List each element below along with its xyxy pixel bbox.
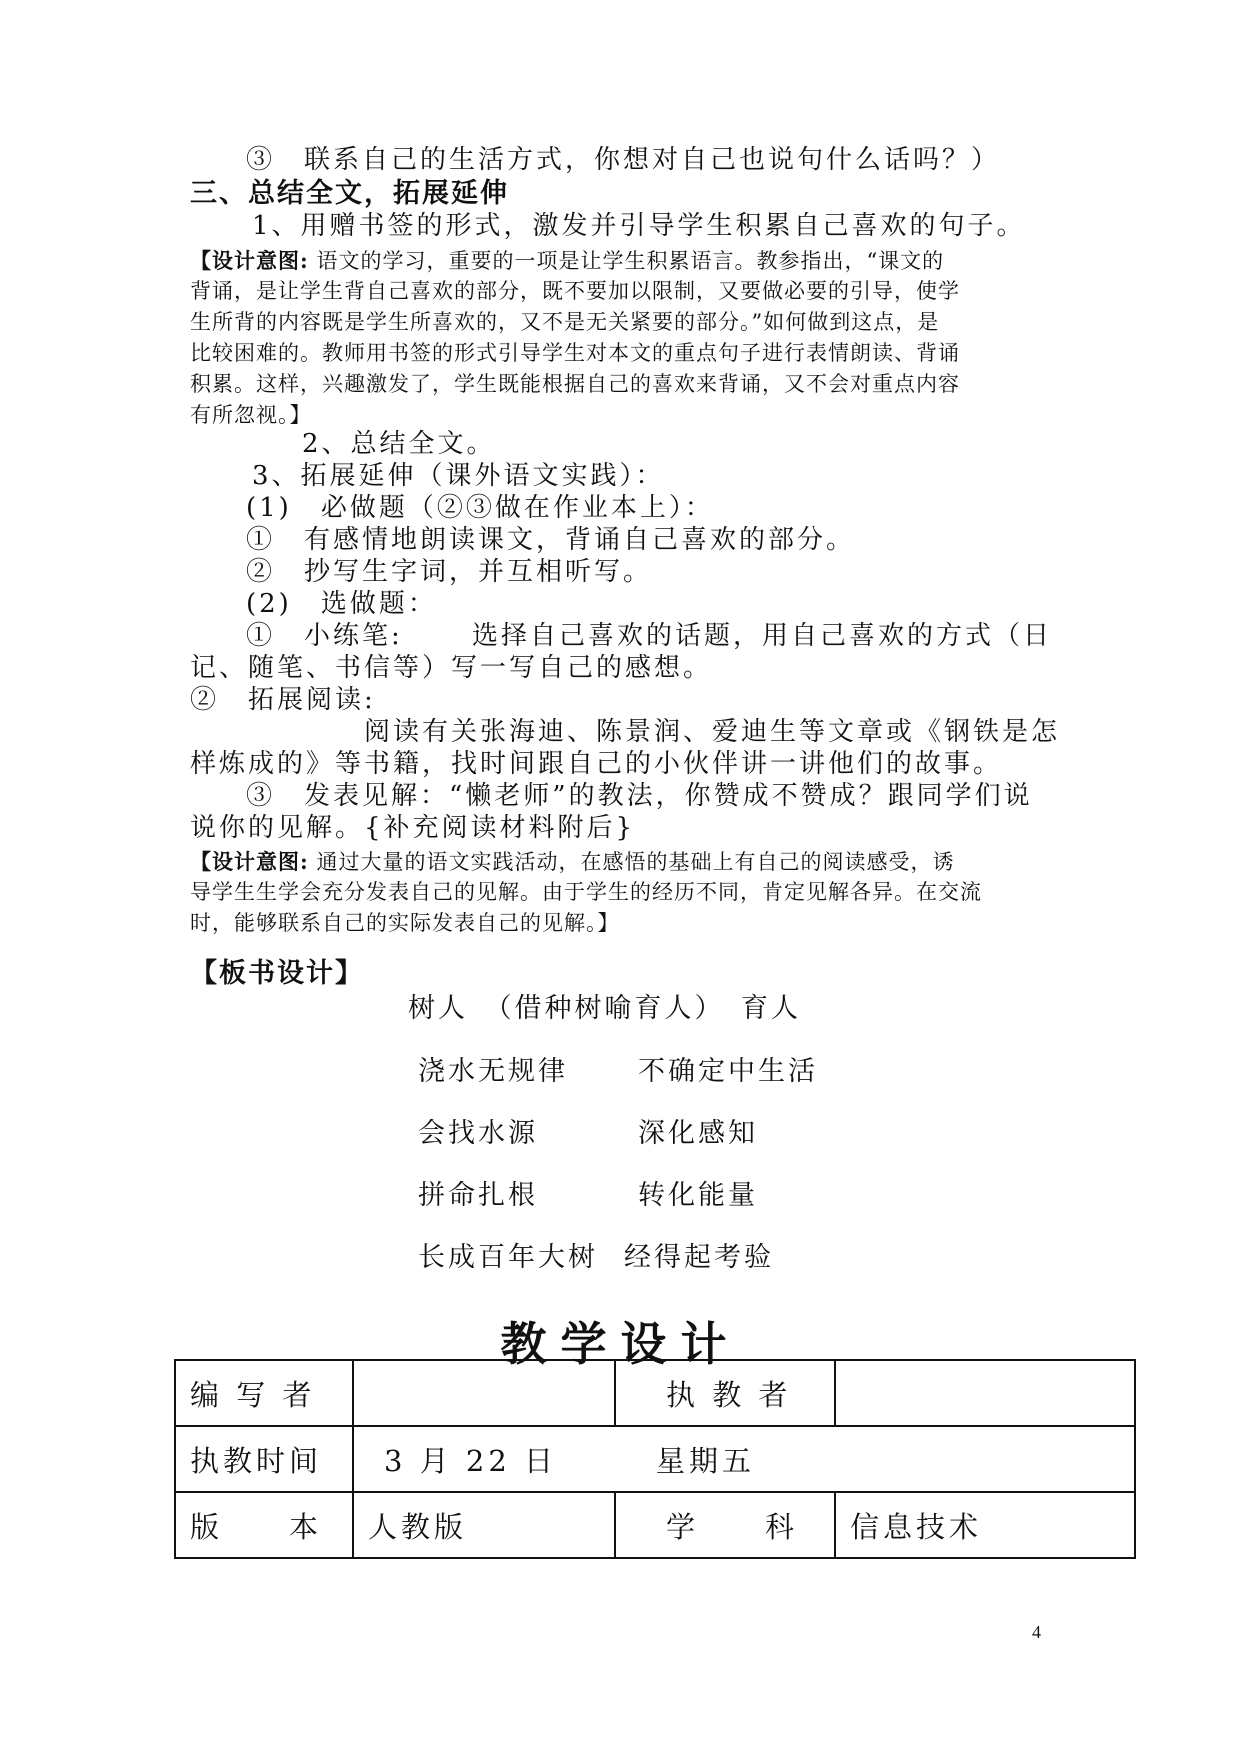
edition-label: 版 本 [175,1492,353,1558]
content-line-opinion: ③ 发表见解：“懒老师”的教法，你赞成不赞成？跟同学们说 [246,781,1033,811]
table-row [175,1360,1135,1426]
teaching-info-table [174,1359,1136,1559]
design-intent-1-line-3: 生所背的内容既是学生所喜欢的，又不是无关紧要的部分。”如何做到这点，是 [190,310,940,334]
design-intent-1-line-1: 【设计意图: 语文的学习，重要的一项是让学生积累语言。教参指出，“课文的 [190,248,945,273]
content-line-reading-list-cont: 样炼成的》等书籍，找时间跟自己的小伙伴讲一讲他们的故事。 [190,749,1003,779]
board-row-3-left: 拼命扎根 [418,1180,538,1211]
content-line-reflect: ③ 联系自己的生活方式，你想对自己也说句什么话吗？） [246,145,1001,175]
board-row-2-left: 会找水源 [418,1118,538,1149]
author-label: 编 写 者 [175,1360,353,1426]
board-row-3-right: 转化能量 [638,1180,758,1211]
teaching-design-title: 教学设计 [500,1317,741,1371]
table-row [175,1426,1135,1492]
content-line-reading-list: 阅读有关张海迪、陈景润、爱迪生等文章或《钢铁是怎 [364,717,1061,747]
design-intent-1-line-5: 积累。这样，兴趣激发了，学生既能根据自己的喜欢来背诵，又不会对重点内容 [190,372,960,396]
design-intent-2-line-3: 时，能够联系自己的实际发表自己的见解。】 [190,911,620,935]
content-line-copy-words: ② 抄写生字词，并互相听写。 [246,557,653,587]
content-line-optional: (2) 选做题： [246,589,437,619]
subject-value: 信息技术 [835,1492,1135,1558]
content-line-bookmark: 1、用赠书签的形式，激发并引导学生积累自己喜欢的句子。 [252,211,1026,241]
board-row-1-left: 浇水无规律 [418,1056,568,1087]
table-row [175,1492,1135,1558]
content-line-read-aloud: ① 有感情地朗读课文，背诵自己喜欢的部分。 [246,525,856,555]
content-line-extend: 3、拓展延伸（课外语文实践）： [252,461,665,491]
design-intent-1-label: 【设计意图: [190,248,309,273]
board-row-4-right: 经得起考验 [624,1242,774,1273]
teacher-value [835,1360,1135,1426]
section-heading-summary: 三、总结全文，拓展延伸 [190,178,509,209]
content-line-writing-practice-cont: 记、随笔、书信等）写一写自己的感想。 [190,653,713,683]
author-value [353,1360,615,1426]
board-row-4-left: 长成百年大树 [418,1242,598,1273]
board-design-heading: 【板书设计】 [190,958,364,989]
teaching-time-value: 3 月 22 日 星期五 [353,1426,1135,1492]
board-row-1-right: 不确定中生活 [638,1056,818,1087]
content-line-required: (1) 必做题（②③做在作业本上）： [246,493,714,523]
design-intent-1-line-2: 背诵，是让学生背自己喜欢的部分，既不要加以限制，又要做必要的引导，使学 [190,279,960,303]
content-line-opinion-cont: 说你的见解。{补充阅读材料附后} [190,813,636,843]
content-line-extended-reading: ② 拓展阅读: [190,685,376,715]
teacher-label: 执 教 者 [615,1360,835,1426]
page-number: 4 [1032,1622,1041,1642]
board-title: 树人 （借种树喻育人） 育人 [408,993,801,1024]
design-intent-2-line-1: 【设计意图: 通过大量的语文实践活动，在感悟的基础上有自己的阅读感受，诱 [190,849,955,874]
design-intent-2-label: 【设计意图: [190,849,309,874]
edition-value: 人教版 [353,1492,615,1558]
design-intent-1-line-4: 比较困难的。教师用书签的形式引导学生对本文的重点句子进行表情朗读、背诵 [190,341,960,365]
content-line-summarize: 2、总结全文。 [302,429,496,459]
content-line-writing-practice: ① 小练笔: 选择自己喜欢的话题，用自己喜欢的方式（日 [246,621,1053,651]
subject-label: 学 科 [615,1492,835,1558]
design-intent-2-line-2: 导学生生学会充分发表自己的见解。由于学生的经历不同，肯定见解各异。在交流 [190,880,982,904]
design-intent-1-line-6: 有所忽视。】 [190,403,312,427]
teaching-time-label: 执教时间 [175,1426,353,1492]
board-row-2-right: 深化感知 [638,1118,758,1149]
